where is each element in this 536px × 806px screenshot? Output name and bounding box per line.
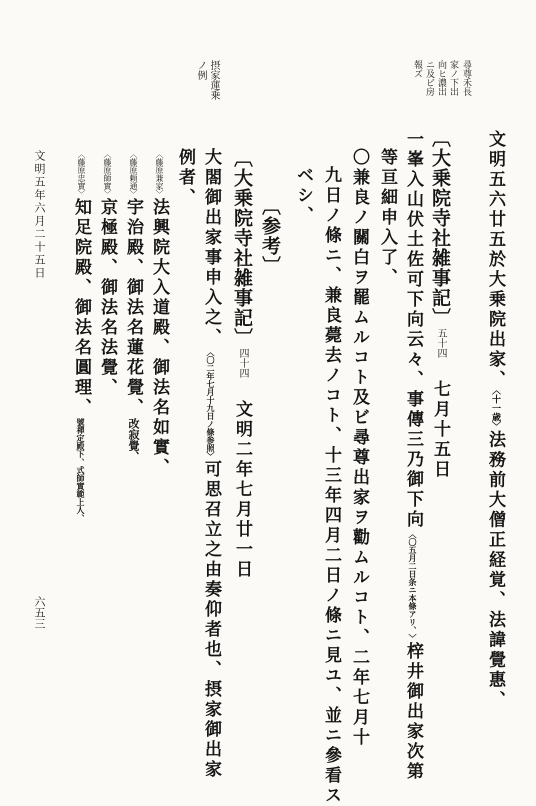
marginal-note-right-4 bbox=[424, 60, 433, 96]
column-11-text: 例者、 bbox=[175, 148, 195, 208]
source-title-2-volume: 四十四 bbox=[237, 348, 248, 378]
marginal-note-right-5 bbox=[412, 60, 421, 78]
marginal-note-left-line-2: ノ例 bbox=[195, 60, 206, 80]
marginal-note-right-3 bbox=[436, 60, 445, 96]
column-3-text-b: 梓井御出家次第 bbox=[403, 642, 423, 782]
text-column-11 bbox=[176, 148, 193, 208]
text-column-13 bbox=[124, 150, 141, 462]
page-number bbox=[34, 596, 45, 629]
column-4-text: 等亘細申入了、 bbox=[377, 148, 397, 288]
text-column-8 bbox=[260, 196, 279, 276]
text-column-16 bbox=[34, 150, 45, 280]
text-column-7 bbox=[294, 166, 311, 226]
marginal-note-left-2 bbox=[195, 60, 205, 80]
column-6-text: 九日ノ條ニ、兼良薨去ノコト、十三年四月二日ノ條ニ見ユ、並ニ參看ス bbox=[321, 166, 341, 806]
source-title-2-date: 文明二年七月廿一日 bbox=[232, 400, 252, 580]
marginal-note-line-1: 尋尊禾長 bbox=[461, 60, 471, 96]
column-15-text-b: 號禪定殿下、式師實範上人、 bbox=[76, 418, 86, 522]
source-title-1: 〔大乗院寺社雑事記〕 bbox=[429, 128, 451, 328]
column-15-text-a: 知足院殿、御法名圓理、 bbox=[71, 198, 91, 418]
marginal-note-line-5: 報ズ bbox=[412, 60, 422, 78]
text-column-12 bbox=[150, 150, 167, 478]
text-column-4 bbox=[378, 148, 395, 288]
column-10-text-b: 可思召立之由奏仰者也、摂家御出家 bbox=[201, 460, 221, 780]
marginal-note-line-4: ニ及ビ房 bbox=[424, 60, 434, 96]
text-column-2 bbox=[430, 128, 449, 480]
column-1-note: 〈十一歳〉 bbox=[490, 390, 500, 431]
column-14-text: 京極殿、御法名法覺、 bbox=[97, 198, 117, 398]
column-14-note: 〈藤原師實〉 bbox=[103, 150, 112, 198]
source-title-2: 〔大乗院寺社雑事記〕 bbox=[231, 148, 253, 348]
marginal-note-left-1 bbox=[208, 60, 218, 100]
text-column-14 bbox=[98, 150, 115, 398]
source-title-1-volume: 五十四 bbox=[435, 328, 446, 358]
column-10-note: 〈〇二年七月十九日ノ條参照〉 bbox=[206, 348, 216, 460]
column-12-text: 法興院大入道殿、御法名如實、 bbox=[149, 198, 169, 478]
column-5-text: 〇兼良ノ關白ヲ罷ムルコト及ビ尋尊出家ヲ勸ムルコト、二年七月十 bbox=[349, 148, 369, 748]
text-column-15 bbox=[72, 150, 89, 522]
column-13-note: 〈藤原頼通〉 bbox=[129, 150, 138, 198]
text-column-5 bbox=[350, 148, 367, 748]
marginal-note-right-2 bbox=[448, 60, 457, 96]
column-13-text-a: 宇治殿、御法名蓮花覺、 bbox=[123, 198, 143, 418]
source-title-1-date: 七月十五日 bbox=[430, 380, 450, 480]
marginal-note-line-3: 向ヒ濃出 bbox=[436, 60, 446, 96]
text-column-9 bbox=[232, 148, 251, 580]
marginal-note-right bbox=[460, 60, 471, 96]
reference-heading: 〔参考〕 bbox=[259, 196, 281, 276]
column-10-text-a: 大閤御出家事申入之、 bbox=[201, 148, 221, 348]
text-column-10 bbox=[202, 148, 219, 780]
page-number-text: 六五三 bbox=[33, 596, 46, 629]
marginal-note-line-2: 家ノ下出 bbox=[448, 60, 458, 96]
column-13-text-b: 改寂覺、 bbox=[127, 418, 140, 462]
text-column-3 bbox=[404, 130, 421, 782]
text-column-6 bbox=[322, 166, 339, 806]
document-date: 文明五年六月二十五日 bbox=[33, 150, 46, 280]
text-column-1 bbox=[486, 130, 503, 711]
column-7-text: ベシ、 bbox=[293, 166, 313, 226]
column-3-text-a: 一峯入山伏土佐可下向云々、事傳三乃御下向 bbox=[403, 130, 423, 530]
column-15-note: 〈藤原忠實〉 bbox=[77, 150, 86, 198]
column-1-text-a: 文明五六廿五於大乗院出家、 bbox=[485, 130, 505, 390]
marginal-note-left-line-1: 摂家蓮乗 bbox=[208, 60, 219, 100]
column-3-note: 〈〇五月二日条ニ本條アリ、〉 bbox=[408, 530, 418, 642]
column-1-text-b: 法務前大僧正経覚、法諱覺惠、 bbox=[485, 430, 505, 711]
column-12-note: 〈藤原兼家〉 bbox=[155, 150, 164, 198]
